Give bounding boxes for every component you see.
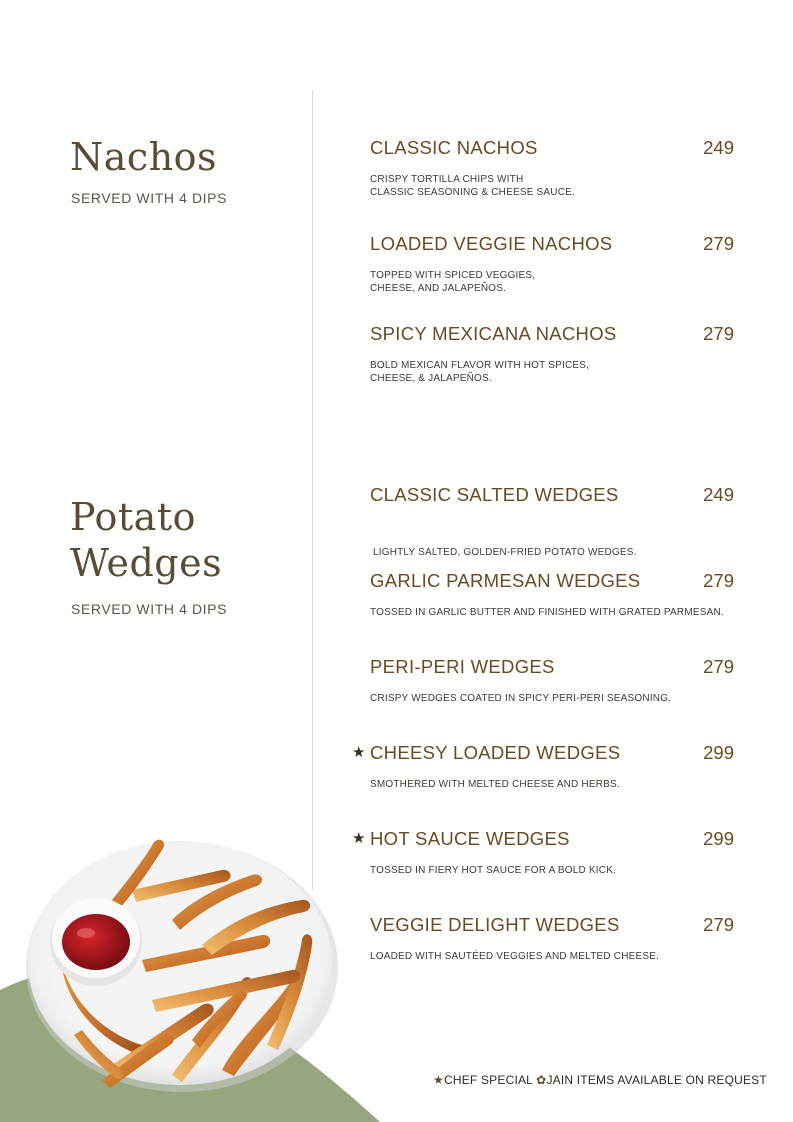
- item-name: HOT SAUCE WEDGES: [370, 828, 570, 849]
- item-description: CRISPY TORTILLA CHIPS WITH CLASSIC SEASONING & CHEESE SAUCE.: [370, 174, 575, 198]
- item-description: CRISPY WEDGES COATED IN SPICY PERI-PERI SEASONING.: [370, 693, 672, 704]
- section-title-potato-wedges: Potato Wedges: [70, 495, 223, 585]
- item-name: PERI-PERI WEDGES: [370, 656, 555, 677]
- item-description: TOPPED WITH SPICED VEGGIES, CHEESE, AND JALAPEÑOS.: [370, 270, 536, 294]
- menu-item-spicy-mexicana-nachos: [370, 323, 740, 385]
- menu-item-peri-peri-wedges: [370, 656, 740, 705]
- chef-special-star-icon: ★: [352, 830, 366, 847]
- chef-special-star-icon: ★: [433, 1073, 444, 1087]
- column-divider: [312, 90, 313, 890]
- item-price: 279: [703, 323, 734, 344]
- menu-item-veggie-delight-wedges: [370, 914, 740, 963]
- jain-flower-icon: ✿: [536, 1073, 547, 1087]
- item-price: 279: [703, 914, 734, 935]
- section-subtitle-nachos: SERVED WITH 4 DIPS: [71, 190, 228, 206]
- potato-wedges-bowl-image: [22, 830, 347, 1095]
- jain-items-label: JAIN ITEMS AVAILABLE ON REQUEST: [546, 1073, 767, 1087]
- item-name: SPICY MEXICANA NACHOS: [370, 323, 617, 344]
- item-name: CLASSIC NACHOS: [370, 137, 538, 158]
- menu-item-cheesy-loaded-wedges: [352, 742, 740, 791]
- item-name: CHEESY LOADED WEDGES: [370, 742, 621, 763]
- item-name: VEGGIE DELIGHT WEDGES: [370, 914, 620, 935]
- item-price: 249: [703, 484, 734, 505]
- menu-item-classic-nachos: [370, 137, 740, 199]
- chef-special-label: CHEF SPECIAL: [443, 1073, 533, 1087]
- item-price: 279: [703, 233, 734, 254]
- item-price: 279: [703, 656, 734, 677]
- menu-item-hot-sauce-wedges: [352, 828, 740, 877]
- item-price: 299: [703, 742, 734, 763]
- section-subtitle-potato-wedges: SERVED WITH 4 DIPS: [71, 601, 228, 617]
- item-name: GARLIC PARMESAN WEDGES: [370, 570, 641, 591]
- item-price: 279: [703, 570, 734, 591]
- item-price: 249: [703, 137, 734, 158]
- item-name: LOADED VEGGIE NACHOS: [370, 233, 613, 254]
- legend-footer: [433, 1073, 767, 1087]
- section-title-nachos: Nachos: [70, 135, 218, 179]
- item-description: BOLD MEXICAN FLAVOR WITH HOT SPICES, CHEESE, & JALAPEÑOS.: [370, 360, 590, 384]
- item-description: LOADED WITH SAUTÉED VEGGIES AND MELTED CHEESE.: [370, 951, 660, 962]
- menu-item-loaded-veggie-nachos: [370, 233, 740, 295]
- item-price: 299: [703, 828, 734, 849]
- chef-special-star-icon: ★: [352, 744, 366, 761]
- item-name: CLASSIC SALTED WEDGES: [370, 484, 619, 505]
- item-description: LIGHTLY SALTED, GOLDEN-FRIED POTATO WEDGES.: [370, 547, 637, 558]
- item-description: TOSSED IN GARLIC BUTTER AND FINISHED WITH GRATED PARMESAN.: [370, 607, 724, 618]
- item-description: SMOTHERED WITH MELTED CHEESE AND HERBS.: [370, 779, 620, 790]
- menu-item-garlic-parmesan-wedges: [370, 570, 740, 619]
- item-description: TOSSED IN FIERY HOT SAUCE FOR A BOLD KICK.: [370, 865, 617, 876]
